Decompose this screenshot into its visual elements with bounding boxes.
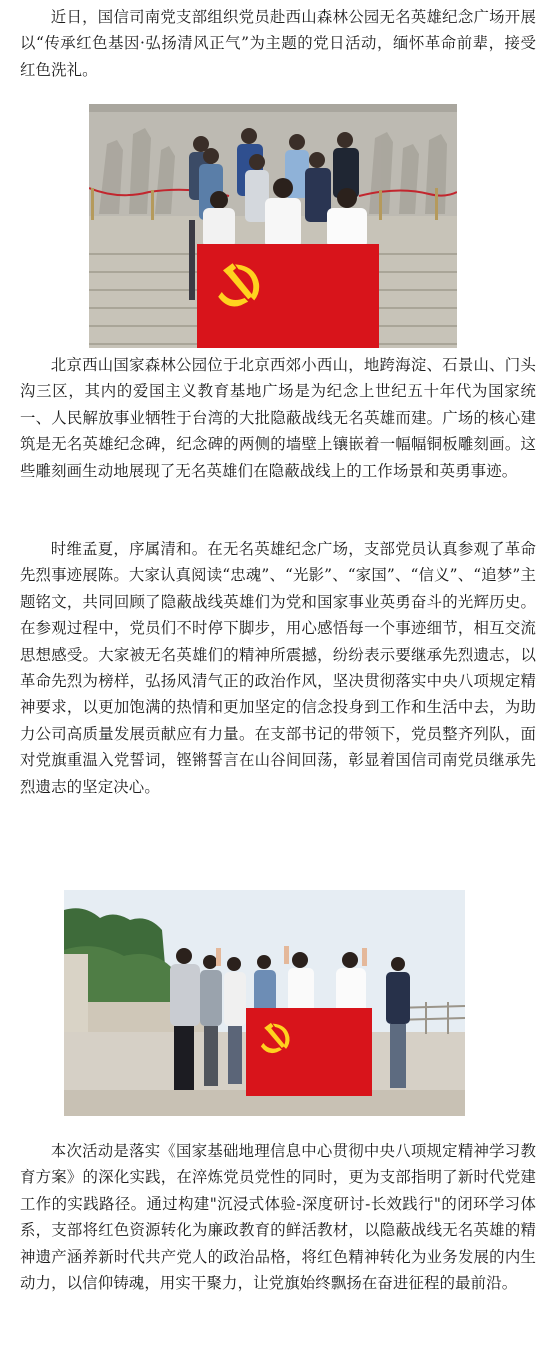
park-description-paragraph: 北京西山国家森林公园位于北京西郊小西山，地跨海淀、石景山、门头沟三区，其内的爱国主义教育基地广场是为纪念上世纪五十年代为国家统一、人民解放事业牺牲于台湾的大批隐蔽战线无名英雄而建。广场的核心建筑是无名英雄纪念碑，纪念碑的两侧的墙壁上镶嵌着一幅幅铜板雕刻画。这些雕刻画生动地展现了无名英雄们在隐蔽战线上的工作场景和英勇事迹。 — [20, 356, 536, 480]
visit-activity-paragraph: 时维孟夏，序属清和。在无名英雄纪念广场，支部党员认真参观了革命先烈事迹展陈。大家认真阅读“忠魂”、“光影”、“家国”、“信义”、“追梦”主题铭文，共同回顾了隐蔽战线英雄们为党和国家事业英勇奋斗的光辉历史。在参观过程中，党员们不时停下脚步，用心感悟每一个事迹细节，相互交流思想感受。大家被无名英雄们的精神所震撼，纷纷表示要继承先烈遗志，以革命先烈为榜样，弘扬风清气正的政治作风，坚决贯彻落实中央八项规定精神要求，以更加饱满的热情和更加坚定的信念投身到工作和生活中去，为助力公司高质量发展贡献应有力量。在支部书记的带领下，党员整齐列队，面对党旗重温入党誓词，铿锵誓言在山谷间回荡，彰显着国信司南党员继承先烈遗志的坚定决心。 — [20, 540, 536, 796]
summary-paragraph: 本次活动是落实《国家基础地理信息中心贯彻中央八项规定精神学习教育方案》的深化实践，在淬炼党员党性的同时，更为支部指明了新时代党建工作的实践路径。通过构建"沉浸式体验-深度研讨-长效践行"的闭环学习体系，支部将红色资源转化为廉政教育的鲜活教材，以隐蔽战线无名英雄的精神遗产涵养新时代共产党人的政治品格，将红色精神转化为业务发展的内生动力，以信仰铸魂，用实干聚力，让党旗始终飘扬在奋进征程的最前沿。 — [20, 1142, 536, 1293]
group-photo-oath-plaza — [64, 890, 465, 1116]
group-photo-memorial-steps — [89, 104, 457, 348]
intro-paragraph: 近日，国信司南党支部组织党员赴西山森林公园无名英雄纪念广场开展以“传承红色基因·弘扬清风正气”为主题的党日活动，缅怀革命前辈，接受红色洗礼。 — [20, 8, 536, 79]
